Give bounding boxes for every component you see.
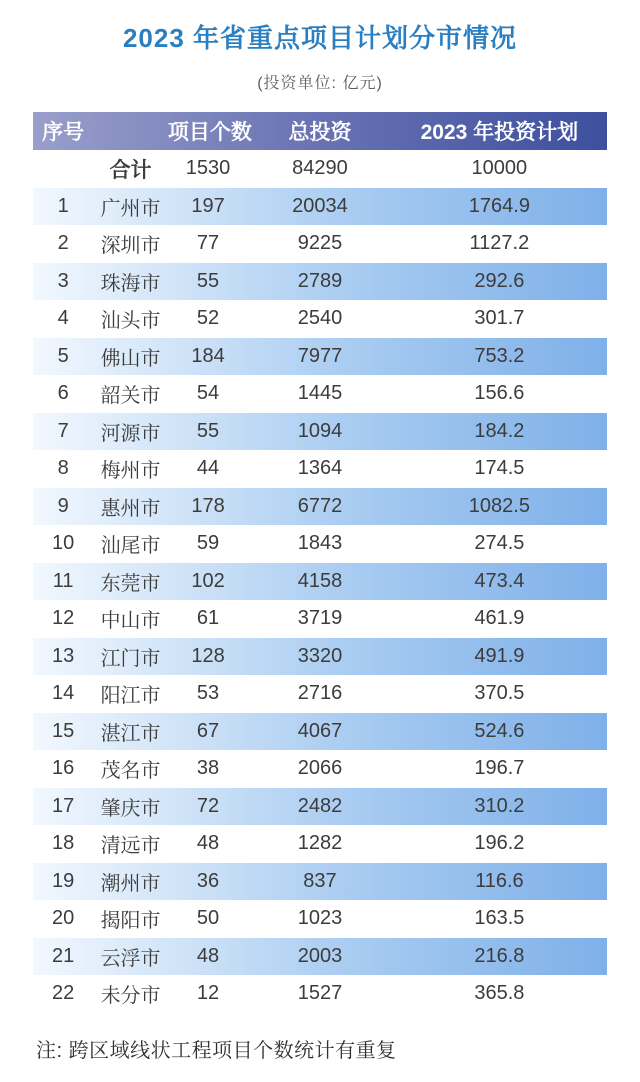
cell-plan-2023: 1127.2 xyxy=(469,232,530,255)
cell-plan-2023: 196.7 xyxy=(474,757,525,780)
table-row xyxy=(33,375,607,413)
cell-no: 7 xyxy=(57,419,69,442)
cell-no: 4 xyxy=(57,307,69,330)
cell-total-investment: 2482 xyxy=(297,794,343,817)
cell-no: 6 xyxy=(57,382,69,405)
cell-no: 11 xyxy=(52,569,74,592)
col-header-no: 序号 xyxy=(42,121,85,144)
cell-city: 潮州市 xyxy=(100,872,161,895)
cell-total-investment: 6772 xyxy=(297,494,343,517)
cell-total-investment: 2789 xyxy=(297,269,343,292)
cell-projects: 53 xyxy=(196,682,220,705)
cell-plan-2023: 196.2 xyxy=(474,832,525,855)
cell-total-investment: 84290 xyxy=(292,157,348,180)
cell-plan-2023: 156.6 xyxy=(474,382,525,405)
cell-plan-2023: 370.5 xyxy=(474,682,525,705)
cell-no: 22 xyxy=(52,982,75,1005)
cell-plan-2023: 10000 xyxy=(471,157,528,180)
cell-projects: 77 xyxy=(196,232,220,255)
table-body xyxy=(33,150,607,1013)
cell-plan-2023: 365.8 xyxy=(474,982,525,1005)
cell-plan-2023: 310.2 xyxy=(474,794,525,817)
table-row xyxy=(33,150,607,188)
cell-city: 汕头市 xyxy=(100,310,161,333)
cell-plan-2023: 473.4 xyxy=(474,569,525,592)
cell-city: 云浮市 xyxy=(100,947,161,970)
table-row xyxy=(33,675,607,713)
cell-plan-2023: 274.5 xyxy=(474,532,525,555)
table-row xyxy=(33,225,607,263)
cell-city: 合计 xyxy=(109,158,152,182)
cell-no: 20 xyxy=(52,907,75,930)
cell-projects: 48 xyxy=(196,944,220,967)
cell-no: 10 xyxy=(52,532,75,555)
table-row xyxy=(33,975,607,1013)
cell-total-investment: 1843 xyxy=(297,532,343,555)
cell-projects: 102 xyxy=(191,569,225,592)
cell-city: 揭阳市 xyxy=(100,910,161,933)
table-row xyxy=(33,713,607,751)
cell-projects: 36 xyxy=(196,869,220,892)
cell-city: 中山市 xyxy=(100,610,161,633)
cell-total-investment: 4067 xyxy=(297,719,343,742)
cell-no: 19 xyxy=(52,869,75,892)
cell-projects: 52 xyxy=(196,307,220,330)
cell-total-investment: 2540 xyxy=(297,307,343,330)
cell-total-investment: 2066 xyxy=(297,757,343,780)
cell-projects: 44 xyxy=(196,457,220,480)
table-row xyxy=(33,338,607,376)
table-row xyxy=(33,563,607,601)
cell-projects: 12 xyxy=(196,982,220,1005)
cell-city: 东莞市 xyxy=(100,572,161,595)
cell-plan-2023: 1082.5 xyxy=(468,494,530,517)
table-row xyxy=(33,638,607,676)
cell-no: 9 xyxy=(57,494,69,517)
cell-no: 12 xyxy=(52,607,75,630)
cell-city: 深圳市 xyxy=(100,235,161,258)
cell-projects: 67 xyxy=(196,719,220,742)
page-title: 2023 年省重点项目计划分市情况 xyxy=(122,23,518,53)
cell-projects: 197 xyxy=(191,194,225,217)
cell-no: 1 xyxy=(57,194,69,217)
table-row xyxy=(33,525,607,563)
cell-projects: 178 xyxy=(191,494,225,517)
cell-projects: 50 xyxy=(196,907,220,930)
cell-projects: 48 xyxy=(196,832,220,855)
cell-total-investment: 3320 xyxy=(297,644,343,667)
cell-total-investment: 4158 xyxy=(297,569,343,592)
cell-total-investment: 3719 xyxy=(297,607,343,630)
table-row xyxy=(33,450,607,488)
cell-city: 汕尾市 xyxy=(100,535,161,558)
cell-plan-2023: 1764.9 xyxy=(468,194,530,217)
cell-total-investment: 1282 xyxy=(297,832,343,855)
cell-city: 河源市 xyxy=(100,422,161,445)
cell-total-investment: 9225 xyxy=(297,232,343,255)
cell-no: 3 xyxy=(57,269,69,292)
table-row xyxy=(33,600,607,638)
cell-projects: 38 xyxy=(196,757,220,780)
cell-city: 清远市 xyxy=(100,835,161,858)
cell-plan-2023: 216.8 xyxy=(474,944,525,967)
cell-projects: 128 xyxy=(191,644,225,667)
cell-no: 16 xyxy=(52,757,75,780)
table-header-row xyxy=(33,112,607,150)
footnote: 注: 跨区域线状工程项目个数统计有重复 xyxy=(36,1040,397,1062)
cell-plan-2023: 461.9 xyxy=(474,607,525,630)
cell-city: 肇庆市 xyxy=(100,797,161,820)
cell-total-investment: 2003 xyxy=(297,944,343,967)
cell-projects: 54 xyxy=(196,382,220,405)
cell-no: 5 xyxy=(57,344,69,367)
cell-plan-2023: 301.7 xyxy=(474,307,525,330)
cell-city: 惠州市 xyxy=(100,497,161,520)
cell-plan-2023: 491.9 xyxy=(474,644,525,667)
cell-total-investment: 1445 xyxy=(297,382,343,405)
cell-projects: 184 xyxy=(191,344,225,367)
cell-city: 佛山市 xyxy=(100,347,161,370)
cell-city: 韶关市 xyxy=(100,385,161,408)
cell-city: 珠海市 xyxy=(100,272,161,295)
cell-city: 湛江市 xyxy=(100,722,161,745)
table-row xyxy=(33,263,607,301)
cell-total-investment: 837 xyxy=(303,869,337,892)
table-row xyxy=(33,413,607,451)
cell-no: 17 xyxy=(52,794,75,817)
unit-note: (投资单位: 亿元) xyxy=(257,75,383,92)
col-header-plan-2023: 2023 年投资计划 xyxy=(420,121,579,144)
cell-plan-2023: 174.5 xyxy=(474,457,525,480)
cell-projects: 72 xyxy=(196,794,220,817)
cell-city: 江门市 xyxy=(100,647,161,670)
table-row xyxy=(33,488,607,526)
cell-projects: 55 xyxy=(196,419,220,442)
cell-city: 未分市 xyxy=(100,985,161,1008)
cell-total-investment: 2716 xyxy=(297,682,343,705)
cell-city: 阳江市 xyxy=(100,685,161,708)
cell-plan-2023: 524.6 xyxy=(474,719,525,742)
table-row xyxy=(33,825,607,863)
cell-city: 广州市 xyxy=(100,197,161,220)
table-row xyxy=(33,900,607,938)
cell-total-investment: 1094 xyxy=(297,419,343,442)
table-row xyxy=(33,788,607,826)
cell-projects: 1530 xyxy=(185,157,231,180)
cell-no: 21 xyxy=(52,944,75,967)
cell-total-investment: 1364 xyxy=(297,457,343,480)
col-header-total-investment: 总投资 xyxy=(288,121,352,144)
cell-projects: 61 xyxy=(196,607,220,630)
cell-total-investment: 7977 xyxy=(297,344,343,367)
cell-total-investment: 1023 xyxy=(297,907,343,930)
cell-total-investment: 1527 xyxy=(297,982,343,1005)
cell-plan-2023: 184.2 xyxy=(474,419,525,442)
cell-plan-2023: 163.5 xyxy=(474,907,525,930)
cell-no: 8 xyxy=(57,457,69,480)
table-row xyxy=(33,300,607,338)
cell-plan-2023: 753.2 xyxy=(474,344,525,367)
cell-city: 茂名市 xyxy=(100,760,161,783)
table-row xyxy=(33,938,607,976)
cell-total-investment: 20034 xyxy=(292,194,348,217)
cell-plan-2023: 116.6 xyxy=(475,869,524,892)
table-row xyxy=(33,863,607,901)
cell-no: 2 xyxy=(57,232,69,255)
table-row xyxy=(33,750,607,788)
cell-no: 15 xyxy=(52,719,75,742)
cell-city: 梅州市 xyxy=(100,460,161,483)
cell-plan-2023: 292.6 xyxy=(474,269,525,292)
cell-projects: 55 xyxy=(196,269,220,292)
cell-no: 13 xyxy=(52,644,75,667)
cell-no: 18 xyxy=(52,832,75,855)
cell-no: 14 xyxy=(52,682,75,705)
table-row xyxy=(33,188,607,226)
cell-projects: 59 xyxy=(196,532,220,555)
projects-table xyxy=(33,112,607,1013)
col-header-projects: 项目个数 xyxy=(167,121,252,144)
